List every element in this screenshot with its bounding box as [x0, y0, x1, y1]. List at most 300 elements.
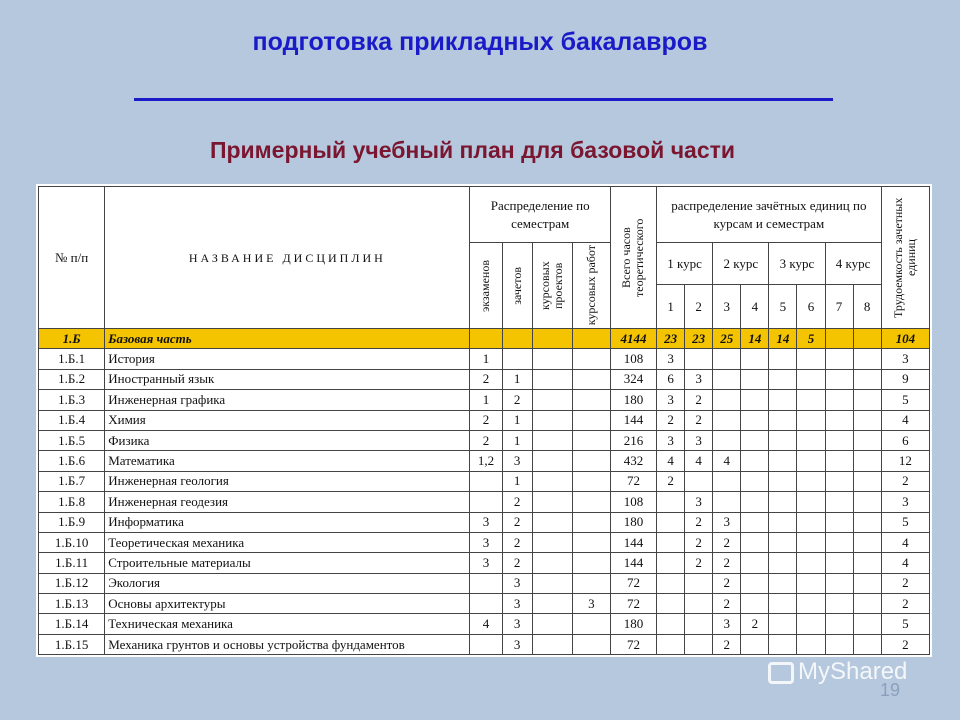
section-semester-units [853, 329, 881, 349]
row-semester-units [769, 451, 797, 471]
section-total-hours: 4144 [610, 329, 656, 349]
row-workload: 5 [881, 390, 929, 410]
row-course-works [572, 410, 610, 430]
row-semester-units [853, 594, 881, 614]
header-semester: 4 [741, 285, 769, 329]
row-course-projects [532, 410, 572, 430]
row-semester-units [769, 471, 797, 491]
row-semester-units [825, 512, 853, 532]
row-code: 1.Б.5 [39, 430, 105, 450]
row-code: 1.Б.11 [39, 553, 105, 573]
row-semester-units [769, 430, 797, 450]
curriculum-table-container [36, 184, 932, 657]
row-course-works [572, 369, 610, 389]
row-semester-units: 2 [685, 410, 713, 430]
row-semester-units [825, 614, 853, 634]
row-course-works [572, 492, 610, 512]
row-semester-units [825, 492, 853, 512]
row-semester-units [685, 471, 713, 491]
row-credits: 3 [502, 594, 532, 614]
row-semester-units [769, 410, 797, 430]
row-course-works [572, 573, 610, 593]
table-row [39, 634, 930, 654]
row-semester-units: 2 [685, 553, 713, 573]
row-total-hours: 180 [610, 614, 656, 634]
row-semester-units [797, 349, 825, 369]
row-course-projects [532, 594, 572, 614]
row-semester-units: 2 [657, 410, 685, 430]
row-course-projects [532, 471, 572, 491]
row-exams: 2 [470, 410, 502, 430]
row-workload: 4 [881, 553, 929, 573]
row-credits: 1 [502, 430, 532, 450]
row-course-projects [532, 430, 572, 450]
row-total-hours: 144 [610, 532, 656, 552]
header-credits: зачетов [502, 243, 532, 329]
row-semester-units [853, 471, 881, 491]
row-semester-units [797, 451, 825, 471]
row-semester-units [825, 553, 853, 573]
table-row [39, 451, 930, 471]
row-credits: 3 [502, 614, 532, 634]
row-discipline-name: Инженерная геология [105, 471, 470, 491]
row-semester-units [741, 512, 769, 532]
row-semester-units [713, 390, 741, 410]
header-semester: 5 [769, 285, 797, 329]
row-semester-units [853, 369, 881, 389]
row-semester-units [713, 492, 741, 512]
header-course-2: 2 курс [713, 243, 769, 285]
row-credits: 3 [502, 451, 532, 471]
row-discipline-name: Строительные материалы [105, 553, 470, 573]
table-body [39, 329, 930, 655]
row-semester-units [741, 594, 769, 614]
row-semester-units: 2 [713, 573, 741, 593]
row-semester-units: 2 [685, 512, 713, 532]
row-exams [470, 573, 502, 593]
row-semester-units [853, 349, 881, 369]
slide-title: подготовка прикладных бакалавров [252, 28, 708, 56]
row-total-hours: 432 [610, 451, 656, 471]
row-credits: 2 [502, 512, 532, 532]
row-semester-units [713, 430, 741, 450]
row-semester-units: 2 [657, 471, 685, 491]
row-discipline-name: История [105, 349, 470, 369]
row-course-projects [532, 553, 572, 573]
header-units-distribution: распределение зачётных единиц по курсам и семестрам [657, 187, 882, 243]
table-row [39, 573, 930, 593]
row-exams: 1 [470, 390, 502, 410]
row-semester-units [741, 573, 769, 593]
row-workload: 3 [881, 492, 929, 512]
row-credits: 1 [502, 410, 532, 430]
row-discipline-name: Математика [105, 451, 470, 471]
row-workload: 2 [881, 594, 929, 614]
row-semester-units [797, 410, 825, 430]
row-course-works [572, 614, 610, 634]
row-semester-units [713, 410, 741, 430]
row-exams [470, 634, 502, 654]
row-semester-units [769, 634, 797, 654]
row-semester-units [853, 573, 881, 593]
row-total-hours: 72 [610, 573, 656, 593]
row-credits: 3 [502, 573, 532, 593]
row-semester-units [825, 451, 853, 471]
row-semester-units [797, 634, 825, 654]
row-code: 1.Б.12 [39, 573, 105, 593]
row-course-projects [532, 369, 572, 389]
row-discipline-name: Механика грунтов и основы устройства фундаментов [105, 634, 470, 654]
header-semester: 1 [657, 285, 685, 329]
row-semester-units [685, 634, 713, 654]
row-workload: 4 [881, 410, 929, 430]
row-discipline-name: Химия [105, 410, 470, 430]
header-num: № п/п [39, 187, 105, 329]
row-semester-units: 4 [685, 451, 713, 471]
row-code: 1.Б.4 [39, 410, 105, 430]
row-workload: 5 [881, 512, 929, 532]
row-semester-units [825, 390, 853, 410]
row-exams: 1 [470, 349, 502, 369]
row-semester-units: 3 [713, 512, 741, 532]
row-semester-units [741, 390, 769, 410]
row-semester-units [825, 573, 853, 593]
row-semester-units [741, 451, 769, 471]
row-semester-units [769, 594, 797, 614]
header-total-hours: Всего часов теоретического [610, 187, 656, 329]
row-course-works [572, 532, 610, 552]
row-semester-units [657, 634, 685, 654]
row-semester-units [825, 594, 853, 614]
row-semester-units [797, 369, 825, 389]
row-course-works [572, 430, 610, 450]
section-workload: 104 [881, 329, 929, 349]
row-semester-units [825, 430, 853, 450]
row-semester-units [741, 471, 769, 491]
row-semester-units: 2 [685, 390, 713, 410]
row-semester-units [741, 369, 769, 389]
row-semester-units [797, 430, 825, 450]
row-total-hours: 144 [610, 410, 656, 430]
row-semester-units [657, 512, 685, 532]
row-discipline-name: Информатика [105, 512, 470, 532]
row-semester-units: 3 [657, 390, 685, 410]
row-semester-units [853, 553, 881, 573]
row-exams: 3 [470, 532, 502, 552]
row-semester-units [825, 634, 853, 654]
row-workload: 2 [881, 573, 929, 593]
row-semester-units: 2 [685, 532, 713, 552]
header-exams: экзаменов [470, 243, 502, 329]
row-semester-units [741, 492, 769, 512]
section-row [39, 329, 930, 349]
section-code: 1.Б [39, 329, 105, 349]
row-code: 1.Б.14 [39, 614, 105, 634]
row-semester-units [797, 512, 825, 532]
row-semester-units [797, 573, 825, 593]
row-semester-units [797, 532, 825, 552]
curriculum-table [38, 186, 930, 655]
row-workload: 2 [881, 634, 929, 654]
table-row [39, 349, 930, 369]
table-header [39, 187, 930, 329]
row-credits [502, 349, 532, 369]
row-semester-units [797, 471, 825, 491]
table-row [39, 390, 930, 410]
row-credits: 2 [502, 492, 532, 512]
header-course-3: 3 курс [769, 243, 825, 285]
header-course-1: 1 курс [657, 243, 713, 285]
row-total-hours: 108 [610, 349, 656, 369]
row-semester-units [657, 594, 685, 614]
row-semester-units [769, 614, 797, 634]
row-total-hours: 144 [610, 553, 656, 573]
header-course-4: 4 курс [825, 243, 881, 285]
header-discipline-name: НАЗВАНИЕ ДИСЦИПЛИН [105, 187, 470, 329]
table-row [39, 430, 930, 450]
row-course-projects [532, 573, 572, 593]
row-code: 1.Б.2 [39, 369, 105, 389]
row-semester-units [825, 410, 853, 430]
row-semester-units [797, 553, 825, 573]
header-semester: 3 [713, 285, 741, 329]
row-semester-units [769, 369, 797, 389]
row-course-works: 3 [572, 594, 610, 614]
row-semester-units [685, 594, 713, 614]
row-total-hours: 180 [610, 512, 656, 532]
row-semester-units [797, 390, 825, 410]
row-semester-units [741, 634, 769, 654]
row-workload: 6 [881, 430, 929, 450]
row-code: 1.Б.7 [39, 471, 105, 491]
row-semester-units [741, 553, 769, 573]
row-semester-units [685, 573, 713, 593]
row-credits: 2 [502, 553, 532, 573]
row-credits: 2 [502, 390, 532, 410]
header-semester: 8 [853, 285, 881, 329]
table-row [39, 512, 930, 532]
row-workload: 2 [881, 471, 929, 491]
row-semester-units: 2 [713, 634, 741, 654]
section-semester-units: 14 [769, 329, 797, 349]
section-semester-units [825, 329, 853, 349]
watermark-text: MyShared [798, 658, 908, 685]
section-semester-units: 23 [685, 329, 713, 349]
header-course-works: курсовых работ [572, 243, 610, 329]
row-semester-units [769, 553, 797, 573]
row-code: 1.Б.9 [39, 512, 105, 532]
row-semester-units: 3 [657, 349, 685, 369]
row-workload: 9 [881, 369, 929, 389]
row-course-projects [532, 614, 572, 634]
table-row [39, 492, 930, 512]
row-semester-units [853, 390, 881, 410]
table-row [39, 532, 930, 552]
row-exams: 3 [470, 553, 502, 573]
row-semester-units [853, 410, 881, 430]
slide-subtitle: Примерный учебный план для базовой части [209, 137, 736, 163]
row-semester-units [853, 492, 881, 512]
row-semester-units [741, 532, 769, 552]
row-semester-units: 4 [713, 451, 741, 471]
row-credits: 1 [502, 471, 532, 491]
section-name: Базовая часть [105, 329, 470, 349]
row-semester-units [825, 369, 853, 389]
row-course-works [572, 471, 610, 491]
row-discipline-name: Инженерная графика [105, 390, 470, 410]
row-semester-units [769, 573, 797, 593]
row-semester-units [853, 512, 881, 532]
row-code: 1.Б.3 [39, 390, 105, 410]
table-row [39, 369, 930, 389]
row-semester-units [657, 614, 685, 634]
row-semester-units [713, 369, 741, 389]
row-semester-units [853, 634, 881, 654]
row-semester-units: 6 [657, 369, 685, 389]
row-semester-units [853, 614, 881, 634]
row-total-hours: 72 [610, 594, 656, 614]
row-semester-units [825, 471, 853, 491]
row-semester-units [741, 349, 769, 369]
header-course-projects: курсовых проектов [532, 243, 572, 329]
row-semester-units [713, 349, 741, 369]
title-underline [134, 98, 833, 101]
row-discipline-name: Техническая механика [105, 614, 470, 634]
row-code: 1.Б.15 [39, 634, 105, 654]
row-course-projects [532, 390, 572, 410]
row-exams [470, 594, 502, 614]
row-semester-units [657, 553, 685, 573]
row-semester-units: 3 [685, 430, 713, 450]
row-semester-units [853, 451, 881, 471]
row-total-hours: 180 [610, 390, 656, 410]
section-semester-units: 25 [713, 329, 741, 349]
row-course-works [572, 451, 610, 471]
row-semester-units [657, 532, 685, 552]
row-exams: 4 [470, 614, 502, 634]
row-semester-units [741, 410, 769, 430]
row-course-works [572, 553, 610, 573]
row-discipline-name: Теоретическая механика [105, 532, 470, 552]
section-semester-units: 23 [657, 329, 685, 349]
row-total-hours: 108 [610, 492, 656, 512]
row-total-hours: 72 [610, 634, 656, 654]
table-row [39, 553, 930, 573]
row-workload: 3 [881, 349, 929, 369]
row-exams [470, 471, 502, 491]
row-semester-units [769, 349, 797, 369]
row-semester-units [657, 573, 685, 593]
row-semester-units [853, 532, 881, 552]
row-course-projects [532, 451, 572, 471]
row-code: 1.Б.8 [39, 492, 105, 512]
row-discipline-name: Основы архитектуры [105, 594, 470, 614]
row-course-works [572, 390, 610, 410]
row-exams: 3 [470, 512, 502, 532]
row-course-works [572, 512, 610, 532]
row-total-hours: 72 [610, 471, 656, 491]
row-exams: 2 [470, 369, 502, 389]
row-semester-units [797, 614, 825, 634]
row-credits: 1 [502, 369, 532, 389]
row-discipline-name: Экология [105, 573, 470, 593]
table-row [39, 614, 930, 634]
row-semester-units [657, 492, 685, 512]
table-row [39, 471, 930, 491]
row-semester-units: 2 [741, 614, 769, 634]
row-course-projects [532, 532, 572, 552]
row-discipline-name: Физика [105, 430, 470, 450]
row-semester-units [797, 492, 825, 512]
row-semester-units: 3 [713, 614, 741, 634]
row-semester-units: 2 [713, 532, 741, 552]
row-total-hours: 216 [610, 430, 656, 450]
row-semester-units [769, 532, 797, 552]
row-semester-units [797, 594, 825, 614]
row-course-works [572, 349, 610, 369]
table-row [39, 410, 930, 430]
row-semester-units [685, 349, 713, 369]
row-code: 1.Б.1 [39, 349, 105, 369]
row-semester-units: 3 [685, 369, 713, 389]
header-semester: 7 [825, 285, 853, 329]
table-row [39, 594, 930, 614]
row-discipline-name: Инженерная геодезия [105, 492, 470, 512]
row-semester-units [825, 532, 853, 552]
row-exams: 2 [470, 430, 502, 450]
row-semester-units: 3 [685, 492, 713, 512]
row-workload: 4 [881, 532, 929, 552]
row-semester-units: 3 [657, 430, 685, 450]
row-credits: 3 [502, 634, 532, 654]
row-exams [470, 492, 502, 512]
row-semester-units [825, 349, 853, 369]
row-course-projects [532, 512, 572, 532]
header-workload: Трудоемкость зачетных единиц [881, 187, 929, 329]
row-semester-units [769, 512, 797, 532]
row-course-projects [532, 634, 572, 654]
row-total-hours: 324 [610, 369, 656, 389]
row-discipline-name: Иностранный язык [105, 369, 470, 389]
row-workload: 5 [881, 614, 929, 634]
row-semester-units [713, 471, 741, 491]
row-course-projects [532, 492, 572, 512]
presentation-icon [768, 662, 794, 684]
row-semester-units [769, 492, 797, 512]
row-semester-units [853, 430, 881, 450]
row-semester-units: 2 [713, 553, 741, 573]
row-code: 1.Б.6 [39, 451, 105, 471]
section-semester-units: 14 [741, 329, 769, 349]
row-semester-units [741, 430, 769, 450]
row-code: 1.Б.13 [39, 594, 105, 614]
row-semester-units: 2 [713, 594, 741, 614]
row-semester-units: 4 [657, 451, 685, 471]
row-credits: 2 [502, 532, 532, 552]
row-course-projects [532, 349, 572, 369]
header-semester: 6 [797, 285, 825, 329]
header-semester-distribution: Распределение по семестрам [470, 187, 610, 243]
row-semester-units [769, 390, 797, 410]
page-number: 19 [880, 680, 901, 700]
row-code: 1.Б.10 [39, 532, 105, 552]
row-workload: 12 [881, 451, 929, 471]
row-semester-units [685, 614, 713, 634]
row-exams: 1,2 [470, 451, 502, 471]
header-semester: 2 [685, 285, 713, 329]
section-semester-units: 5 [797, 329, 825, 349]
row-course-works [572, 634, 610, 654]
